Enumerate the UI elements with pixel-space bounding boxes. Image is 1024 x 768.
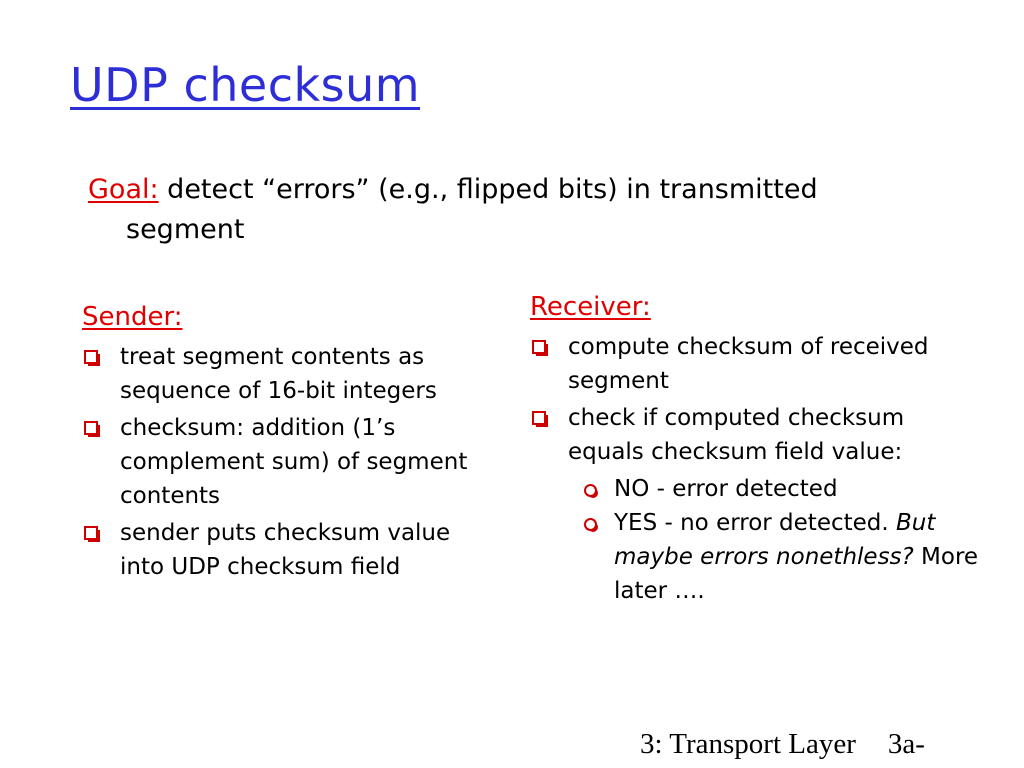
circle-bullet-icon <box>584 518 597 531</box>
sender-bullet-text: sender puts checksum value into UDP checksum field <box>120 520 451 580</box>
page-number: 3a- <box>887 728 925 760</box>
sender-bullet-text: checksum: addition (1’s complement sum) of segment contents <box>120 415 468 509</box>
receiver-subbullet-yes <box>530 506 984 608</box>
receiver-column <box>530 292 990 608</box>
circle-bullet-icon <box>584 484 597 497</box>
subbullet-no-text: NO - error detected <box>614 476 838 502</box>
receiver-bullet <box>530 401 968 469</box>
goal-statement <box>88 170 988 250</box>
receiver-bullet-text: check if computed checksum equals checksum field value: <box>568 405 905 465</box>
sender-bullet <box>82 411 472 513</box>
slide-footer <box>640 728 925 761</box>
goal-label: Goal: <box>88 174 159 205</box>
square-bullet-icon <box>532 411 546 425</box>
receiver-subbullet-no <box>530 472 990 506</box>
subbullet-yes-tail: More later …. <box>614 544 979 604</box>
receiver-bullet-text: compute checksum of received segment <box>568 334 929 394</box>
square-bullet-icon <box>84 350 98 364</box>
subbullet-yes-italic: But maybe errors nonethless? <box>614 510 936 570</box>
goal-text-continued: segment <box>126 214 245 245</box>
receiver-heading: Receiver: <box>530 292 651 322</box>
sender-bullet <box>82 340 472 408</box>
square-bullet-icon <box>84 526 98 540</box>
slide-title: UDP checksum <box>70 58 421 112</box>
sender-heading: Sender: <box>82 302 183 332</box>
square-bullet-icon <box>532 340 546 354</box>
sender-bullet-text: treat segment contents as sequence of 16-bit integers <box>120 344 437 404</box>
receiver-bullet <box>530 330 968 398</box>
goal-text: detect “errors” (e.g., flipped bits) in transmitted <box>158 174 818 205</box>
sender-column <box>82 302 472 587</box>
sender-bullet <box>82 516 472 584</box>
footer-label: 3: Transport Layer <box>640 728 856 760</box>
square-bullet-icon <box>84 421 98 435</box>
subbullet-yes-text: YES - no error detected. <box>614 510 889 536</box>
